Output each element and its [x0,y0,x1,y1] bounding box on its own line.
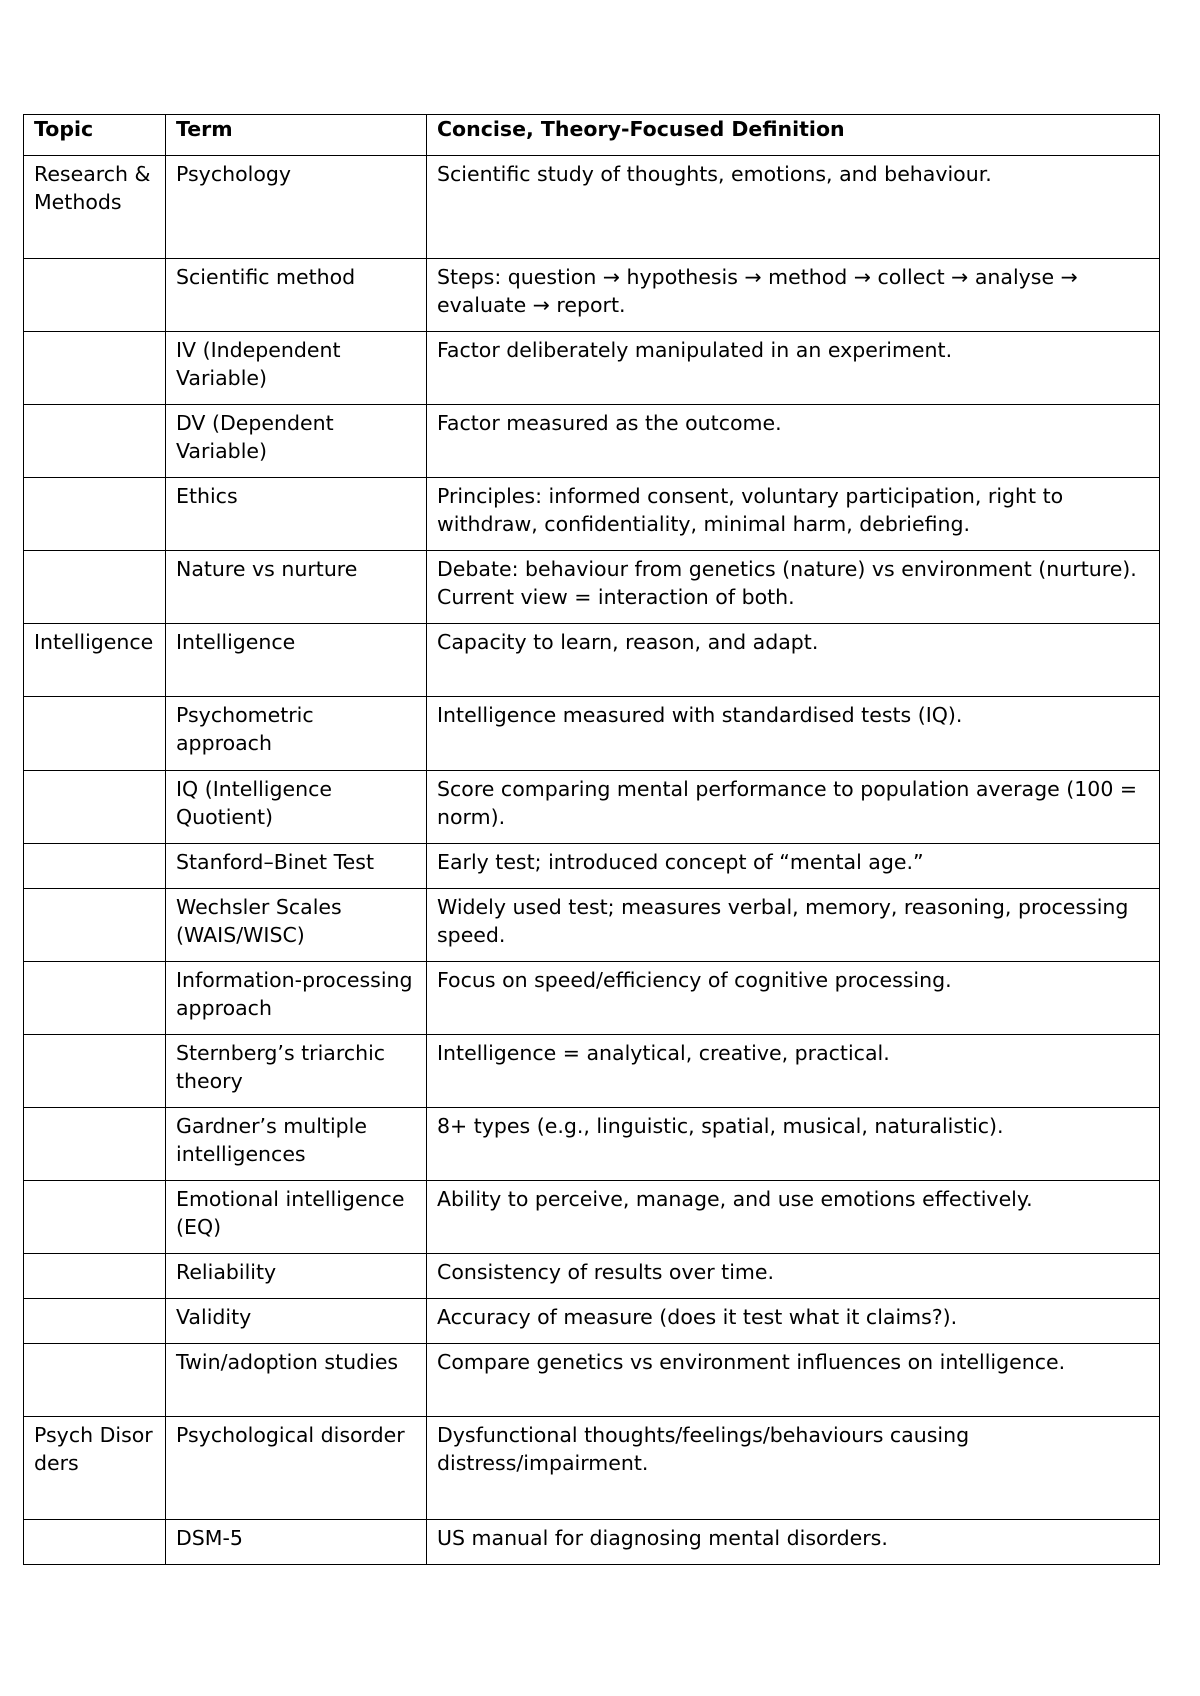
topic-cell [24,1108,166,1181]
definition-cell: Factor measured as the outcome. [427,405,1160,478]
table-row [24,478,1160,551]
table-row [24,156,1160,259]
glossary-table [23,114,1160,1565]
definition-cell: Intelligence measured with standardised tests (IQ). [427,697,1160,771]
topic-cell [24,1035,166,1108]
definition-cell: Early test; introduced concept of “mental age.” [427,844,1160,889]
term-cell: Psychology [166,156,427,259]
table-row [24,1035,1160,1108]
topic-label: Research & Methods [34,162,151,214]
topic-label: Intelligence [34,630,154,654]
definition-cell: Ability to perceive, manage, and use emotions effectively. [427,1181,1160,1254]
topic-cell [24,478,166,551]
topic-cell [24,332,166,405]
term-cell: Psychometric approach [166,697,427,771]
definition-cell: Scientific study of thoughts, emotions, and behaviour. [427,156,1160,259]
header-term: Term [166,115,427,156]
topic-cell [24,1417,166,1520]
term-cell: DV (Dependent Variable) [166,405,427,478]
table-row [24,1181,1160,1254]
topic-cell [24,844,166,889]
term-cell: IV (Independent Variable) [166,332,427,405]
topic-cell [24,1181,166,1254]
definition-cell: Widely used test; measures verbal, memory, reasoning, processing speed. [427,889,1160,962]
table-row [24,1108,1160,1181]
topic-cell [24,1254,166,1299]
definition-cell: Focus on speed/efficiency of cognitive processing. [427,962,1160,1035]
table-row [24,962,1160,1035]
table-row [24,844,1160,889]
term-cell: Ethics [166,478,427,551]
definition-cell: Capacity to learn, reason, and adapt. [427,624,1160,697]
header-topic: Topic [24,115,166,156]
topic-cell [24,962,166,1035]
header-definition: Concise, Theory-Focused Definition [427,115,1160,156]
topic-cell [24,156,166,259]
term-cell: Scientific method [166,259,427,332]
term-cell: Gardner’s multiple intelligences [166,1108,427,1181]
table-row [24,405,1160,478]
table-row [24,1254,1160,1299]
term-cell: IQ (Intelligence Quotient) [166,771,427,844]
term-cell: Sternberg’s triarchic theory [166,1035,427,1108]
definition-cell: Consistency of results over time. [427,1254,1160,1299]
definition-cell: Compare genetics vs environment influences on intelligence. [427,1344,1160,1417]
table-row [24,1520,1160,1565]
topic-cell [24,405,166,478]
definition-cell: Dysfunctional thoughts/feelings/behaviours causing distress/impairment. [427,1417,1160,1520]
table-row [24,551,1160,624]
definition-cell: Principles: informed consent, voluntary participation, right to withdraw, confidentiality, minimal harm, debriefing. [427,478,1160,551]
table-header-row [24,115,1160,156]
topic-cell [24,551,166,624]
term-cell: DSM-5 [166,1520,427,1565]
definition-cell: Steps: question → hypothesis → method → collect → analyse → evaluate → report. [427,259,1160,332]
topic-cell [24,624,166,697]
term-cell: Psychological disorder [166,1417,427,1520]
table-row [24,697,1160,771]
term-cell: Intelligence [166,624,427,697]
definition-cell: Intelligence = analytical, creative, practical. [427,1035,1160,1108]
table-row [24,332,1160,405]
definition-cell: Debate: behaviour from genetics (nature) vs environment (nurture). Current view = interaction of both. [427,551,1160,624]
table-row [24,771,1160,844]
term-cell: Validity [166,1299,427,1344]
definition-cell: 8+ types (e.g., linguistic, spatial, musical, naturalistic). [427,1108,1160,1181]
topic-cell [24,697,166,771]
term-cell: Wechsler Scales (WAIS/WISC) [166,889,427,962]
table-row [24,889,1160,962]
definition-cell: Score comparing mental performance to population average (100 = norm). [427,771,1160,844]
table-row [24,1299,1160,1344]
table-row [24,624,1160,697]
definition-cell: Factor deliberately manipulated in an experiment. [427,332,1160,405]
term-cell: Reliability [166,1254,427,1299]
topic-cell [24,771,166,844]
topic-cell [24,1299,166,1344]
term-cell: Twin/adoption studies [166,1344,427,1417]
term-cell: Emotional intelligence (EQ) [166,1181,427,1254]
table-row [24,259,1160,332]
definition-cell: Accuracy of measure (does it test what it claims?). [427,1299,1160,1344]
topic-cell [24,1344,166,1417]
table-row [24,1344,1160,1417]
table-row [24,1417,1160,1520]
topic-cell [24,889,166,962]
topic-label: Psych Disorders [34,1423,153,1475]
term-cell: Information-processing approach [166,962,427,1035]
definition-cell: US manual for diagnosing mental disorders. [427,1520,1160,1565]
term-cell: Stanford–Binet Test [166,844,427,889]
term-cell: Nature vs nurture [166,551,427,624]
topic-cell [24,1520,166,1565]
topic-cell [24,259,166,332]
